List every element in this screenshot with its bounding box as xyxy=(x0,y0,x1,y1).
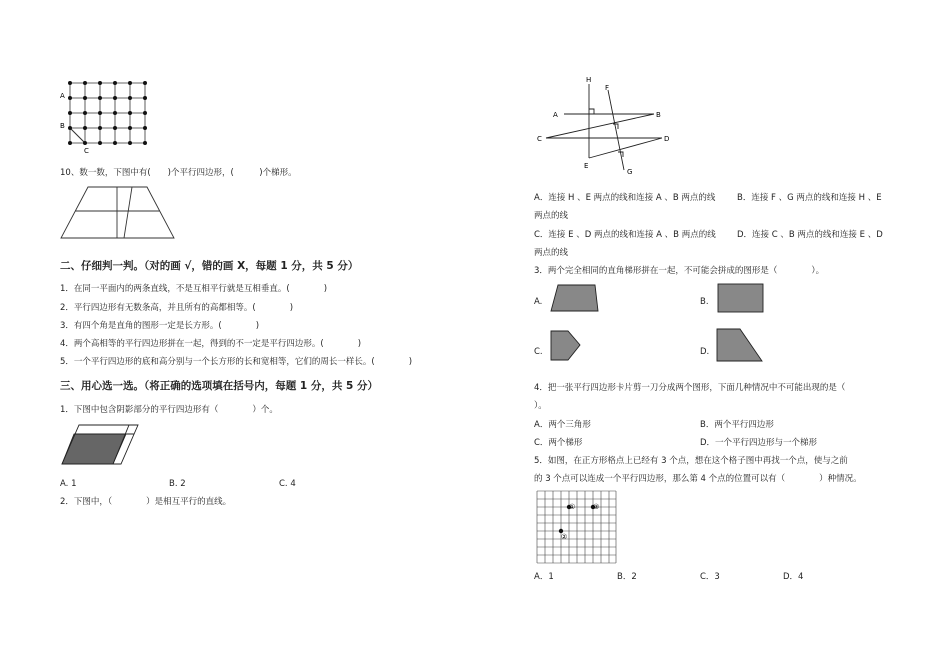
parallel-lines-figure xyxy=(534,74,684,178)
q2-option-d-cont: 两点的线 xyxy=(534,248,569,258)
q3-label-a: A. xyxy=(534,297,543,307)
q5-option-b: B．2 xyxy=(617,572,637,582)
q5-point-3: ③ xyxy=(593,503,600,511)
q2-option-a: A．连接 H 、E 两点的线和连接 A 、B 两点的线 xyxy=(534,193,716,203)
choice-question-1: 1．下图中包含阴影部分的平行四边形有（ ）个。 xyxy=(60,405,278,415)
q3-shape-d-trapezoid xyxy=(716,328,764,362)
fig-label-h: H xyxy=(586,76,592,84)
fig-label-e: E xyxy=(584,162,589,170)
judge-item-1: 1．在同一平面内的两条直线，不是互相平行就是互相垂直。( ) xyxy=(60,284,328,294)
grid-label-b: B xyxy=(60,122,65,130)
grid-label-c: C xyxy=(84,147,89,155)
section-2-heading: 二、仔细判一判。（对的画 √，错的画 X，每题 1 分，共 5 分） xyxy=(60,260,359,272)
q1-option-c: C. 4 xyxy=(279,479,296,489)
judge-item-5: 5．一个平行四边形的底和高分别与一个长方形的长和宽相等，它们的周长一样长。( ) xyxy=(60,357,413,367)
q4-option-d: D．一个平行四边形与一个梯形 xyxy=(700,438,818,448)
fig-label-b: B xyxy=(656,111,661,119)
question-4-cont: ）。 xyxy=(534,401,547,411)
judge-item-2: 2．平行四边形有无数条高，并且所有的高都相等。( ) xyxy=(60,303,294,313)
q5-option-d: D．4 xyxy=(783,572,804,582)
q3-label-d: D. xyxy=(700,347,710,357)
question-5-line-1: 5．如图，在正方形格点上已经有 3 个点，想在这个格子图中再找一个点，使与之前 xyxy=(534,456,848,466)
question-3: 3．两个完全相同的直角梯形拼在一起，不可能会拼成的图形是（ ）。 xyxy=(534,266,825,276)
q1-option-b: B. 2 xyxy=(169,479,186,489)
fig-label-d: D xyxy=(664,135,670,143)
question-10: 10、数一数，下图中有( )个平行四边形，( )个梯形。 xyxy=(60,168,297,178)
q2-option-b: B．连接 F 、G 两点的线和连接 H 、E xyxy=(737,193,882,203)
choice-question-2: 2．下图中，（ ）是相互平行的直线。 xyxy=(60,497,232,507)
q4-option-b: B．两个平行四边形 xyxy=(700,420,774,430)
q5-point-2: ② xyxy=(561,533,568,541)
question-4: 4．把一张平行四边形卡片剪一刀分成两个图形，下面几种情况中不可能出现的是（ xyxy=(534,383,846,393)
shaded-parallelogram-figure xyxy=(62,424,140,466)
q3-shape-c-pentagon xyxy=(550,330,582,362)
q5-option-a: A．1 xyxy=(534,572,554,582)
q1-option-a: A. 1 xyxy=(60,479,77,489)
q3-shape-a-trapezoid xyxy=(550,284,600,312)
fig-label-f: F xyxy=(605,84,610,92)
question-5-line-2: 的 3 个点可以连成一个平行四边形，那么第 4 个点的位置可以有（ ）种情况。 xyxy=(534,474,862,484)
fig-label-c: C xyxy=(537,135,542,143)
trapezoid-figure xyxy=(60,186,175,240)
q2-option-c: C．连接 E 、D 两点的线和连接 A 、B 两点的线 xyxy=(534,230,716,240)
q2-option-d: D．连接 C 、B 两点的线和连接 E 、D xyxy=(737,230,883,240)
q4-option-c: C．两个梯形 xyxy=(534,438,583,448)
q5-option-c: C．3 xyxy=(700,572,720,582)
judge-item-4: 4．两个高相等的平行四边形拼在一起，得到的不一定是平行四边形。( ) xyxy=(60,339,362,349)
q3-shape-b-rectangle xyxy=(717,283,765,313)
q3-label-c: C. xyxy=(534,347,543,357)
q5-grid-figure xyxy=(536,490,618,565)
judge-item-3: 3．有四个角是直角的图形一定是长方形。( ) xyxy=(60,321,260,331)
q4-option-a: A．两个三角形 xyxy=(534,420,591,430)
q5-point-1: ① xyxy=(569,503,576,511)
grid-label-a: A xyxy=(60,92,65,100)
fig-label-g: G xyxy=(627,168,633,176)
dot-grid-figure xyxy=(60,80,150,155)
q2-option-b-cont: 两点的线 xyxy=(534,211,569,221)
fig-label-a: A xyxy=(553,111,558,119)
q3-label-b: B. xyxy=(700,297,709,307)
section-3-heading: 三、用心选一选。（将正确的选项填在括号内，每题 1 分，共 5 分） xyxy=(60,380,378,392)
